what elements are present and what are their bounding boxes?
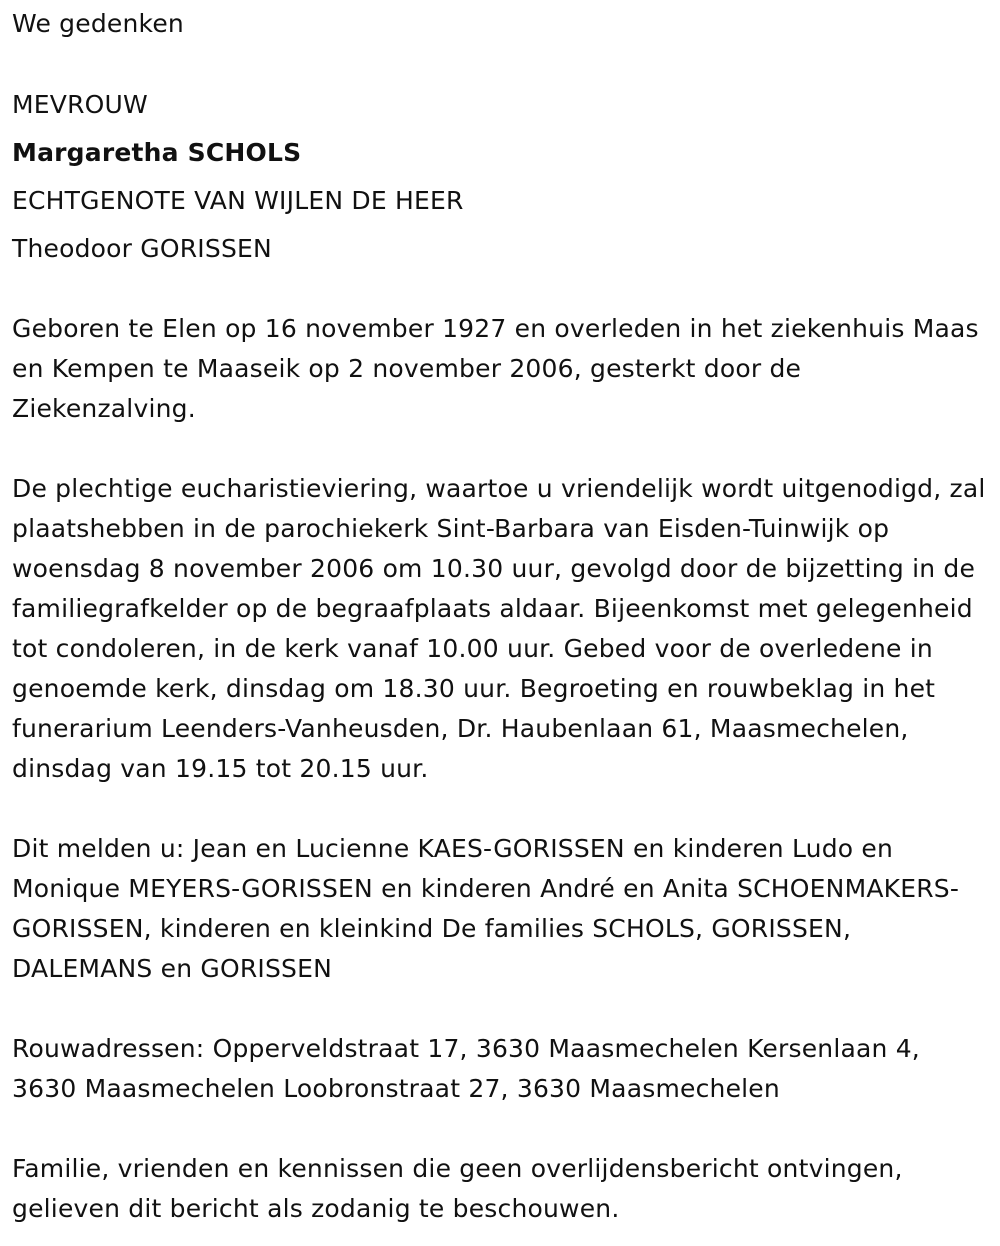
deceased-name: Margaretha SCHOLS <box>12 138 302 167</box>
addresses-paragraph: Rouwadressen: Opperveldstraat 17, 3630 Maasmechelen Kersenlaan 4, 3630 Maasmechelen Loobronstraat 27, 3630 Maasmechelen <box>12 1034 920 1103</box>
service-paragraph: De plechtige eucharistieviering, waartoe u vriendelijk wordt uitgenodigd, zal plaatshebben in de parochiekerk Sint-Barbara van Eisden-Tuinwijk op woensdag 8 november 2006 om 10.30 uur, gevolgd door de bijzetting in de familiegrafkelder op de begraafplaats aldaar. Bijeenkomst met gelegenheid tot condoleren, in de kerk vanaf 10.00 uur. Gebed voor de overledene in genoemde kerk, dinsdag om 18.30 uur. Begroeting en rouwbeklag in het funerarium Leenders-Vanheusden, Dr. Haubenlaan 61, Maasmechelen, dinsdag van 19.15 tot 20.15 uur. <box>12 474 986 783</box>
family-paragraph: Dit melden u: Jean en Lucienne KAES-GORISSEN en kinderen Ludo en Monique MEYERS-GORISSEN en kinderen André en Anita SCHOENMAKERS-GORISSEN, kinderen en kleinkind De families SCHOLS, GORISSEN, DALEMANS en GORISSEN <box>12 834 960 983</box>
spouse-name: Theodoor GORISSEN <box>12 234 272 263</box>
closing-paragraph: Familie, vrienden en kennissen die geen overlijdensbericht ontvingen, gelieven dit bericht als zodanig te beschouwen. <box>12 1154 903 1223</box>
birth-paragraph: Geboren te Elen op 16 november 1927 en overleden in het ziekenhuis Maas en Kempen te Maaseik op 2 november 2006, gesterkt door de Ziekenzalving. <box>12 314 979 423</box>
intro-text: We gedenken <box>12 9 184 38</box>
title-text: MEVROUW <box>12 90 148 119</box>
relation-text: ECHTGENOTE VAN WIJLEN DE HEER <box>12 186 464 215</box>
